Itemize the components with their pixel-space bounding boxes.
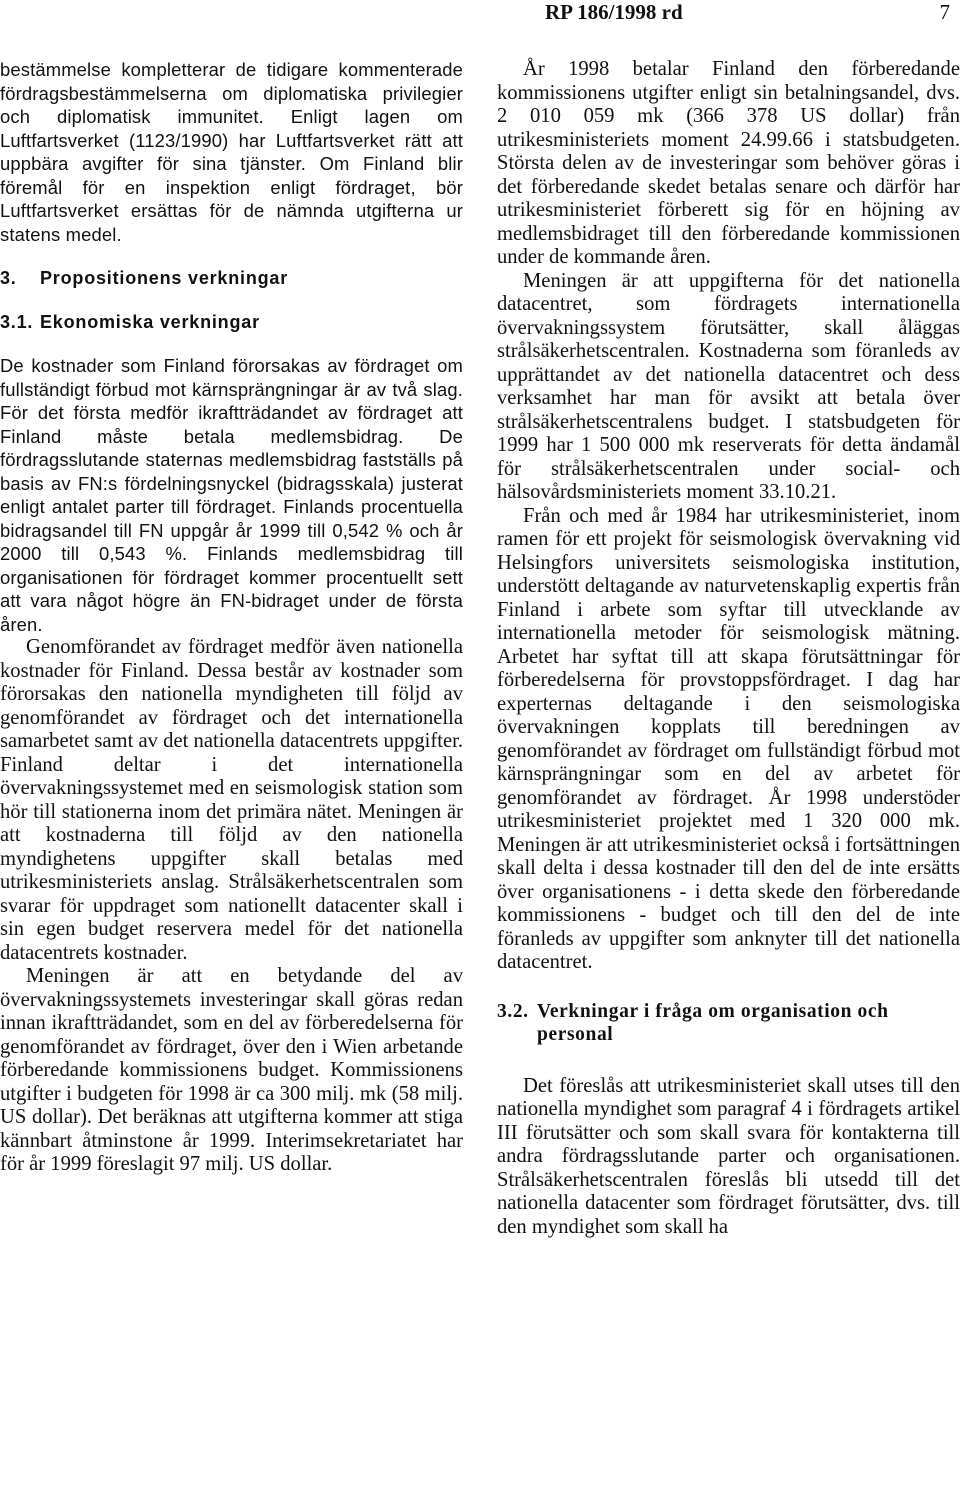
- page-header: [0, 0, 960, 40]
- section-number: 3.2.: [497, 1000, 529, 1022]
- section-title: Verkningar i fråga om organisation och personal: [537, 1000, 889, 1045]
- paragraph-data-centre: Meningen är att uppgifterna för det nationella datacentret, som fördragets internationella övervakningssystem förutsätter, skall åläggas strålsäkerhetscentralen. Kostnaderna som föranleds av upprättandet av det nationella datacentret och dess verksamhet har man för avsikt att betala över strålsäkerhetscentralens budget. I statsbudgeten för 1999 har 1 500 000 mk reserverats för detta ändamål för strålsäkerhetscentralen under social- och hälsovårdsministeriets moment 33.10.21.: [497, 269, 960, 503]
- section-title: Ekonomiska verkningar: [40, 311, 260, 332]
- paragraph-investments: Meningen är att en betydande del av övervakningssystemets investeringar skall göras redan innan ikraftträdandet, som en del av förberedelserna för genomförandet av fördraget, över den i Wien arbetande förberedande kommissionens budget. Kommissionens utgifter i budgeten för 1998 är ca 300 milj. mk (58 milj. US dollar). Det beräknas att utgifterna kommer att stiga kännbart åtminstone år 1999. Interimsekretariatet har för år 1999 föreslagit 97 milj. US dollar.: [0, 965, 463, 1175]
- page-number: 7: [939, 0, 950, 24]
- document-reference: RP 186/1998 rd: [545, 0, 683, 24]
- paragraph-organisation: Det föreslås att utrikesministeriet skall utses till den nationella myndighet som paragraf 4 i fördragets artikel III förutsätter och som skall svara för kontakterna till andra fördragsslutande parter och organisationen. Strålsäkerhetscentralen föreslås bli utsedd till det nationella datacenter som fördraget förutsätter, dvs. till den myndighet som skall ha: [497, 1074, 960, 1238]
- section-number: 3.: [0, 268, 17, 288]
- section-heading-3-2: [497, 1000, 960, 1047]
- paragraph-1998-payments: År 1998 betalar Finland den förberedande kommissionens utgifter enligt sin betalningsandel, dvs. 2 010 059 mk (366 378 US dollar) från utrikesministeriets moment 24.99.66 i statsbudgeten. Största delen av de investeringar som behöver göras i det förberedande skedet betalas senare och därför har utrikesministeriet förberett sig för en höjning av medlemsbidraget till den förberedande kommissionen under de kommande åren.: [497, 58, 960, 268]
- left-column: [0, 58, 463, 1177]
- section-title: Propositionens verkningar: [40, 268, 289, 288]
- section-heading-3: [0, 267, 463, 291]
- section-heading-3-1: [0, 311, 463, 335]
- paragraph-intro-continuation: bestämmelse kompletterar de tidigare kommenterade fördragsbestämmelserna om diplomatiska privilegier och diplomatisk immunitet. Enligt lagen om Luftfartsverket (1123/1990) har Luftfartsverket rätt att uppbära avgifter för sina tjänster. Om Finland blir föremål för en inspektion enligt fördraget, bör Luftfartsverket ersättas för de nämnda utgifterna ur statens medel.: [0, 59, 463, 245]
- section-number: 3.1.: [0, 311, 34, 332]
- paragraph-membership-costs: De kostnader som Finland förorsakas av fördraget om fullständigt förbud mot kärnsprängningar är av två slag. För det första medför ikraftträdandet av fördraget att Finland måste betala medlemsbidrag. De fördragsslutande staternas medlemsbidrag fastställs på basis av FN:s fördelningsnyckel (bidragsskala) justerat enligt antalet parter till fördraget. Finlands procentuella bidragsandel till FN uppgår år 1999 till 0,542 % och år 2000 till 0,543 %. Finlands medlemsbidrag till organisationen för fördraget kommer procentuellt sett att vara något högre än FN-bidraget under de första åren.: [0, 355, 463, 635]
- right-column: [497, 58, 960, 1239]
- paragraph-national-costs: Genomförandet av fördraget medför även nationella kostnader för Finland. Dessa består av kostnader som förorsakas den nationella myndigheten till följd av genomförandet av fördraget och det internationella samarbetet samt av det nationella datacentrets uppgifter. Finland deltar i det internationella övervakningssystemet med en seismologisk station som hör till stationerna inom det primära nätet. Meningen är att kostnaderna till följd av den nationella myndighetens uppgifter skall betalas med utrikesministeriets anslag. Strålsäkerhetscentralen som svarar för uppdraget som nationellt datacenter skall i sin egen budget reservera medel för det nationella datacentrets kostnader.: [0, 636, 463, 964]
- paragraph-seismology-project: Från och med år 1984 har utrikesministeriet, inom ramen för ett projekt för seismologisk övervakning vid Helsingfors universitets seismologiska institution, understött deltagande av naturvetenskaplig expertis från Finland i arbete som syftar till utvecklande av internationella metoder för seismologisk mätning. Arbetet har syftat till att skapa förutsättningar för förberedelserna för provstoppsfördraget. I dag har experternas deltagande i den seismologiska övervakningen kopplats till beredningen av genomförandet av fördraget om fullständigt förbud mot kärnsprängningar som en del av arbetet för genomförandet av fördraget. År 1998 understöder utrikesministeriet projektet med 1 320 000 mk. Meningen är att utrikesministeriet också i fortsättningen skall delta i dessa kostnader till den del de inte ersätts över organisationens - i detta skede den förberedande kommissionens - budget och till den del de inte föranleds av uppgifter som anknyter till det nationella datacentret.: [497, 504, 960, 973]
